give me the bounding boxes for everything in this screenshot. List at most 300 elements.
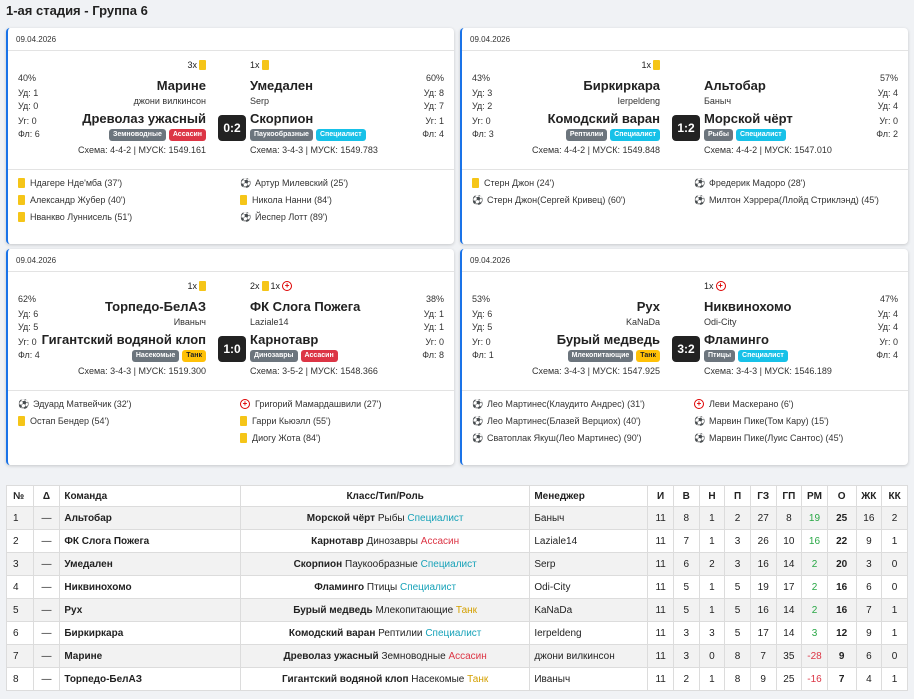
cell-points: 12 bbox=[827, 622, 856, 645]
class-name: Фламинго bbox=[314, 581, 365, 593]
away-team-name[interactable]: Умедален bbox=[250, 78, 313, 93]
col-goals-for: ГЗ bbox=[750, 486, 776, 507]
cell-played: 11 bbox=[648, 530, 674, 553]
class-badge: Специалист bbox=[316, 129, 366, 141]
col-goals-against: ГП bbox=[776, 486, 802, 507]
class-type: Рептилии bbox=[378, 627, 423, 639]
cell-drawn: 1 bbox=[699, 576, 725, 599]
home-class-name: Бурый медведь bbox=[556, 332, 660, 347]
cell-class bbox=[240, 599, 529, 622]
away-badges bbox=[704, 350, 788, 362]
cell-goals-against: 25 bbox=[776, 668, 802, 691]
home-cards-summary bbox=[641, 59, 660, 71]
cell-lost: 8 bbox=[725, 645, 751, 668]
home-badges bbox=[566, 129, 660, 141]
match-card[interactable] bbox=[460, 28, 908, 244]
football-icon: ⚽ bbox=[694, 432, 706, 443]
cell-number: 4 bbox=[7, 576, 34, 599]
cell-lost: 5 bbox=[725, 622, 751, 645]
cell-goals-against: 14 bbox=[776, 622, 802, 645]
cell-drawn: 1 bbox=[699, 599, 725, 622]
table-row bbox=[7, 553, 908, 576]
cell-played: 11 bbox=[648, 507, 674, 530]
cell-goals-for: 27 bbox=[750, 507, 776, 530]
standings-table bbox=[6, 485, 908, 691]
class-role: Специалист bbox=[420, 558, 477, 570]
away-possession: 57% bbox=[879, 73, 898, 83]
cell-goal-diff: 16 bbox=[802, 530, 828, 553]
home-stat: Фл: 4 bbox=[18, 350, 40, 360]
cell-class bbox=[240, 530, 529, 553]
cell-drawn: 1 bbox=[699, 530, 725, 553]
away-card-count: 1x bbox=[270, 281, 281, 291]
away-possession: 60% bbox=[425, 73, 444, 83]
cell-delta: — bbox=[33, 576, 60, 599]
class-name: Гигантский водяной клоп bbox=[282, 673, 409, 685]
cell-class bbox=[240, 507, 529, 530]
cell-delta: — bbox=[33, 599, 60, 622]
cell-team[interactable]: ФК Слога Пожега bbox=[60, 530, 241, 553]
yellow-card-icon bbox=[240, 433, 247, 443]
home-manager: KaNaDa bbox=[625, 317, 660, 327]
cell-lost: 8 bbox=[725, 668, 751, 691]
home-stat: Уд: 2 bbox=[472, 101, 493, 111]
cell-drawn: 0 bbox=[699, 645, 725, 668]
event-text: Стерн Джон (24') bbox=[484, 177, 555, 188]
home-stat: Уг: 0 bbox=[472, 116, 491, 126]
cell-points: 16 bbox=[827, 599, 856, 622]
cell-goals-for: 7 bbox=[750, 645, 776, 668]
class-badge: Динозавры bbox=[250, 350, 298, 362]
away-manager: Serp bbox=[250, 96, 270, 106]
home-cards-summary bbox=[187, 59, 206, 71]
football-icon: ⚽ bbox=[240, 211, 252, 222]
event-row bbox=[18, 191, 233, 208]
home-scheme: Схема: 4-4-2 | МУСК: 1549.161 bbox=[78, 145, 206, 155]
cell-drawn: 3 bbox=[699, 622, 725, 645]
cell-drawn: 2 bbox=[699, 553, 725, 576]
home-stat: Уд: 6 bbox=[472, 309, 493, 319]
class-name: Бурый медведь bbox=[293, 604, 373, 616]
event-text: Нванкво Луннисель (51') bbox=[30, 211, 133, 222]
cell-delta: — bbox=[33, 622, 60, 645]
yellow-card-icon bbox=[18, 416, 25, 426]
cell-class bbox=[240, 576, 529, 599]
away-cards-summary bbox=[250, 280, 292, 292]
away-stat: Уд: 1 bbox=[423, 322, 444, 332]
away-class-name: Карнотавр bbox=[250, 332, 319, 347]
cell-lost: 5 bbox=[725, 576, 751, 599]
red-card-icon: + bbox=[694, 399, 704, 409]
cell-points: 7 bbox=[827, 668, 856, 691]
card-divider bbox=[8, 169, 454, 170]
event-row bbox=[694, 412, 908, 429]
event-row bbox=[472, 191, 687, 208]
table-row bbox=[7, 622, 908, 645]
cell-red-cards: 0 bbox=[882, 553, 908, 576]
cell-team[interactable]: Торпедо-БелАЗ bbox=[60, 668, 241, 691]
class-role: Специалист bbox=[407, 512, 464, 524]
home-manager: Ierpeldeng bbox=[617, 96, 660, 106]
away-team-name[interactable]: Никвинохомо bbox=[704, 299, 792, 314]
cell-delta: — bbox=[33, 507, 60, 530]
match-date: 09.04.2026 bbox=[16, 35, 57, 44]
event-text: Диогу Жота (84') bbox=[252, 432, 321, 443]
class-type: Млекопитающие bbox=[375, 604, 454, 616]
event-text: Гарри Кьюэлл (55') bbox=[252, 415, 331, 426]
yellow-card-icon bbox=[240, 195, 247, 205]
event-text: Остап Бендер (54') bbox=[30, 415, 110, 426]
home-stat: Уг: 0 bbox=[18, 116, 37, 126]
home-stat: Фл: 6 bbox=[18, 129, 40, 139]
cell-number: 3 bbox=[7, 553, 34, 576]
class-type: Паукообразные bbox=[345, 558, 418, 570]
cell-manager: Иваныч bbox=[530, 668, 648, 691]
cell-yellow-cards: 7 bbox=[856, 599, 882, 622]
home-stat: Уд: 6 bbox=[18, 309, 39, 319]
cell-drawn: 1 bbox=[699, 507, 725, 530]
col-number: № bbox=[7, 486, 34, 507]
football-icon: ⚽ bbox=[240, 177, 252, 188]
home-team-name[interactable]: Рух bbox=[636, 299, 660, 314]
cell-class bbox=[240, 622, 529, 645]
event-text: Леви Маскерано (6') bbox=[709, 398, 794, 409]
class-type: Насекомые bbox=[411, 673, 465, 685]
home-manager: Иваныч bbox=[173, 317, 206, 327]
col-played: И bbox=[648, 486, 674, 507]
yellow-card-icon bbox=[18, 212, 25, 222]
event-row bbox=[240, 395, 454, 412]
event-row bbox=[18, 174, 233, 191]
football-icon: ⚽ bbox=[472, 432, 484, 443]
cell-yellow-cards: 3 bbox=[856, 553, 882, 576]
match-score[interactable]: 1:2 bbox=[672, 115, 700, 141]
match-score[interactable]: 0:2 bbox=[218, 115, 246, 141]
away-team-name[interactable]: Альтобар bbox=[704, 78, 766, 93]
yellow-card-icon bbox=[18, 178, 25, 188]
cell-team[interactable]: Биркиркара bbox=[60, 622, 241, 645]
cell-won: 5 bbox=[673, 576, 699, 599]
home-possession: 43% bbox=[472, 73, 491, 83]
yellow-card-icon bbox=[653, 60, 660, 70]
event-row bbox=[240, 412, 454, 429]
cell-number: 5 bbox=[7, 599, 34, 622]
match-card[interactable] bbox=[6, 249, 454, 465]
cell-played: 11 bbox=[648, 622, 674, 645]
away-scheme: Схема: 4-4-2 | МУСК: 1547.010 bbox=[704, 145, 832, 155]
away-stat: Уг: 0 bbox=[879, 116, 898, 126]
event-row bbox=[240, 174, 454, 191]
cell-goals-for: 16 bbox=[750, 553, 776, 576]
yellow-card-icon bbox=[472, 178, 479, 188]
cell-played: 11 bbox=[648, 668, 674, 691]
cell-number: 7 bbox=[7, 645, 34, 668]
away-scheme: Схема: 3-4-3 | МУСК: 1549.783 bbox=[250, 145, 378, 155]
match-score[interactable]: 3:2 bbox=[672, 336, 700, 362]
away-stat: Уд: 4 bbox=[877, 101, 898, 111]
cell-lost: 3 bbox=[725, 530, 751, 553]
class-badge: Танк bbox=[182, 350, 206, 362]
event-text: Йеспер Лотт (89') bbox=[255, 211, 328, 222]
table-row bbox=[7, 645, 908, 668]
cell-red-cards: 0 bbox=[882, 576, 908, 599]
cell-manager: Serp bbox=[530, 553, 648, 576]
cell-manager: KaNaDa bbox=[530, 599, 648, 622]
cell-team[interactable]: Рух bbox=[60, 599, 241, 622]
event-text: Сватоплак Якуш(Лео Мартинес) (90') bbox=[487, 432, 642, 443]
cell-goals-against: 17 bbox=[776, 576, 802, 599]
away-stat: Уд: 4 bbox=[877, 309, 898, 319]
cell-won: 3 bbox=[673, 622, 699, 645]
table-row bbox=[7, 576, 908, 599]
card-divider bbox=[462, 50, 908, 51]
home-card-count: 3x bbox=[187, 60, 197, 70]
yellow-card-icon bbox=[18, 195, 25, 205]
home-stat: Уд: 5 bbox=[472, 322, 493, 332]
football-icon: ⚽ bbox=[472, 415, 484, 426]
match-card[interactable] bbox=[460, 249, 908, 465]
home-badges bbox=[109, 129, 206, 141]
class-role: Ассасин bbox=[420, 535, 460, 547]
cell-goals-against: 14 bbox=[776, 553, 802, 576]
class-badge: Рептилии bbox=[566, 129, 607, 141]
home-stat: Уд: 3 bbox=[472, 88, 493, 98]
away-cards-summary bbox=[250, 59, 269, 71]
cell-played: 11 bbox=[648, 576, 674, 599]
home-team-name[interactable]: Марине bbox=[156, 78, 206, 93]
home-possession: 40% bbox=[18, 73, 37, 83]
home-stat: Уг: 0 bbox=[472, 337, 491, 347]
card-divider bbox=[8, 390, 454, 391]
football-icon: ⚽ bbox=[694, 415, 706, 426]
page-title: 1-ая стадия - Группа 6 bbox=[6, 3, 148, 18]
class-name: Древолаз ужасный bbox=[283, 650, 379, 662]
cell-manager: Odi-City bbox=[530, 576, 648, 599]
cell-played: 11 bbox=[648, 599, 674, 622]
home-stat: Уг: 0 bbox=[18, 337, 37, 347]
cell-goals-against: 10 bbox=[776, 530, 802, 553]
class-role: Танк bbox=[467, 673, 489, 685]
away-possession: 38% bbox=[425, 294, 444, 304]
cell-yellow-cards: 9 bbox=[856, 622, 882, 645]
event-row bbox=[694, 191, 908, 208]
table-row bbox=[7, 599, 908, 622]
match-date: 09.04.2026 bbox=[16, 256, 57, 265]
cell-team[interactable]: Никвинохомо bbox=[60, 576, 241, 599]
cell-lost: 3 bbox=[725, 553, 751, 576]
cell-goals-for: 9 bbox=[750, 668, 776, 691]
cell-red-cards: 0 bbox=[882, 645, 908, 668]
event-row bbox=[18, 395, 233, 412]
away-stat: Уд: 1 bbox=[423, 309, 444, 319]
event-row bbox=[18, 412, 233, 429]
card-divider bbox=[8, 271, 454, 272]
col-lost: П bbox=[725, 486, 751, 507]
away-events bbox=[240, 395, 454, 446]
away-stat: Уг: 1 bbox=[425, 116, 444, 126]
class-badge: Млекопитающие bbox=[568, 350, 634, 362]
match-date: 09.04.2026 bbox=[470, 35, 511, 44]
cell-goals-against: 35 bbox=[776, 645, 802, 668]
match-card[interactable] bbox=[6, 28, 454, 244]
event-text: Марвин Пике(Луис Сантос) (45') bbox=[709, 432, 844, 443]
class-role: Танк bbox=[455, 604, 478, 616]
home-card-count: 1x bbox=[641, 60, 651, 70]
cell-goal-diff: -16 bbox=[802, 668, 828, 691]
col-yellow-cards: ЖК bbox=[856, 486, 882, 507]
away-card-count: 1x bbox=[704, 281, 714, 291]
match-score[interactable]: 1:0 bbox=[218, 336, 246, 362]
cell-team[interactable]: Марине bbox=[60, 645, 241, 668]
cell-won: 5 bbox=[673, 599, 699, 622]
class-role: Специалист bbox=[399, 581, 457, 593]
away-stat: Уд: 7 bbox=[423, 101, 444, 111]
col-delta: Δ bbox=[33, 486, 60, 507]
cell-class bbox=[240, 668, 529, 691]
event-text: Лео Мартинес(Блазей Верциох) (40') bbox=[487, 415, 641, 426]
away-class-name: Морской чёрт bbox=[704, 111, 793, 126]
event-row bbox=[240, 208, 454, 225]
yellow-card-icon bbox=[262, 281, 269, 291]
col-drawn: Н bbox=[699, 486, 725, 507]
class-badge: Насекомые bbox=[132, 350, 179, 362]
away-stat: Уг: 0 bbox=[425, 337, 444, 347]
col-team: Команда bbox=[60, 486, 241, 507]
event-row bbox=[694, 174, 908, 191]
cell-yellow-cards: 6 bbox=[856, 576, 882, 599]
home-stat: Уд: 0 bbox=[18, 101, 39, 111]
table-row bbox=[7, 507, 908, 530]
cell-number: 6 bbox=[7, 622, 34, 645]
event-row bbox=[472, 429, 687, 446]
class-name: Морской чёрт bbox=[306, 512, 376, 524]
home-scheme: Схема: 4-4-2 | МУСК: 1549.848 bbox=[532, 145, 660, 155]
away-manager: Laziale14 bbox=[250, 317, 289, 327]
col-class: Класс/Тип/Роль bbox=[240, 486, 529, 507]
class-role: Специалист bbox=[425, 627, 482, 639]
cell-delta: — bbox=[33, 530, 60, 553]
cell-won: 3 bbox=[673, 645, 699, 668]
yellow-card-icon bbox=[199, 281, 206, 291]
event-text: Фредерик Мадоро (28') bbox=[709, 177, 806, 188]
football-icon: ⚽ bbox=[472, 398, 484, 409]
cell-yellow-cards: 16 bbox=[856, 507, 882, 530]
card-divider bbox=[462, 390, 908, 391]
football-icon: ⚽ bbox=[694, 194, 706, 205]
football-icon: ⚽ bbox=[18, 398, 30, 409]
event-row bbox=[694, 395, 908, 412]
away-stat: Фл: 8 bbox=[422, 350, 444, 360]
home-events bbox=[472, 174, 687, 208]
table-row bbox=[7, 530, 908, 553]
cell-lost: 5 bbox=[725, 599, 751, 622]
away-badges bbox=[250, 129, 366, 141]
cell-goals-for: 16 bbox=[750, 599, 776, 622]
class-badge: Специалист bbox=[736, 129, 786, 141]
cell-red-cards: 1 bbox=[882, 668, 908, 691]
away-card-count: 1x bbox=[250, 60, 260, 70]
away-events bbox=[240, 174, 454, 225]
cell-won: 8 bbox=[673, 507, 699, 530]
cell-class bbox=[240, 553, 529, 576]
col-red-cards: КК bbox=[882, 486, 908, 507]
cell-goal-diff: 2 bbox=[802, 599, 828, 622]
cell-team[interactable]: Альтобар bbox=[60, 507, 241, 530]
event-row bbox=[240, 191, 454, 208]
class-name: Карнотавр bbox=[311, 535, 364, 547]
away-card-count: 2x bbox=[250, 281, 260, 291]
away-scheme: Схема: 3-5-2 | МУСК: 1548.366 bbox=[250, 366, 378, 376]
col-won: В bbox=[673, 486, 699, 507]
cell-number: 8 bbox=[7, 668, 34, 691]
cell-goals-for: 17 bbox=[750, 622, 776, 645]
event-row bbox=[18, 208, 233, 225]
event-text: Александр Жубер (40') bbox=[30, 194, 126, 205]
cell-manager: Баныч bbox=[530, 507, 648, 530]
home-manager: джони вилкинсон bbox=[133, 96, 206, 106]
cell-points: 22 bbox=[827, 530, 856, 553]
away-stat: Уд: 4 bbox=[877, 322, 898, 332]
event-text: Никола Нанни (84') bbox=[252, 194, 332, 205]
home-team-name[interactable]: Торпедо-БелАЗ bbox=[105, 299, 206, 314]
class-badge: Танк bbox=[636, 350, 660, 362]
home-possession: 53% bbox=[472, 294, 491, 304]
event-text: Эдуард Матвейчик (32') bbox=[33, 398, 132, 409]
event-row bbox=[472, 395, 687, 412]
cell-points: 9 bbox=[827, 645, 856, 668]
cell-goal-diff: -28 bbox=[802, 645, 828, 668]
event-row bbox=[694, 429, 908, 446]
standings-header-row bbox=[7, 486, 908, 507]
class-badge: Специалист bbox=[610, 129, 660, 141]
home-team-name[interactable]: Биркиркара bbox=[583, 78, 660, 93]
away-stat: Фл: 4 bbox=[422, 129, 444, 139]
class-badge: Рыбы bbox=[704, 129, 733, 141]
home-badges bbox=[132, 350, 206, 362]
class-badge: Ассасин bbox=[301, 350, 338, 362]
cell-won: 6 bbox=[673, 553, 699, 576]
cell-points: 25 bbox=[827, 507, 856, 530]
away-stat: Фл: 2 bbox=[876, 129, 898, 139]
cell-goals-against: 14 bbox=[776, 599, 802, 622]
yellow-card-icon bbox=[199, 60, 206, 70]
class-role: Ассасин bbox=[448, 650, 487, 662]
table-row bbox=[7, 668, 908, 691]
cell-played: 11 bbox=[648, 553, 674, 576]
away-team-name[interactable]: ФК Слога Пожега bbox=[250, 299, 361, 314]
event-text: Стерн Джон(Сергей Кривец) (60') bbox=[487, 194, 626, 205]
home-scheme: Схема: 3-4-3 | МУСК: 1547.925 bbox=[532, 366, 660, 376]
away-stat: Уг: 0 bbox=[879, 337, 898, 347]
red-card-icon: + bbox=[282, 281, 292, 291]
away-class-name: Скорпион bbox=[250, 111, 314, 126]
cell-goals-against: 8 bbox=[776, 507, 802, 530]
cell-yellow-cards: 4 bbox=[856, 668, 882, 691]
cell-yellow-cards: 9 bbox=[856, 530, 882, 553]
home-cards-summary bbox=[187, 280, 206, 292]
event-text: Марвин Пике(Том Кару) (15') bbox=[709, 415, 829, 426]
away-cards-summary bbox=[704, 280, 726, 292]
class-type: Динозавры bbox=[366, 535, 418, 547]
football-icon: ⚽ bbox=[472, 194, 484, 205]
home-card-count: 1x bbox=[187, 281, 197, 291]
cell-drawn: 1 bbox=[699, 668, 725, 691]
class-badge: Ассасин bbox=[169, 129, 206, 141]
away-manager: Odi-City bbox=[704, 317, 737, 327]
class-type: Рыбы bbox=[377, 512, 405, 524]
cell-team[interactable]: Умедален bbox=[60, 553, 241, 576]
class-type: Птицы bbox=[366, 581, 398, 593]
